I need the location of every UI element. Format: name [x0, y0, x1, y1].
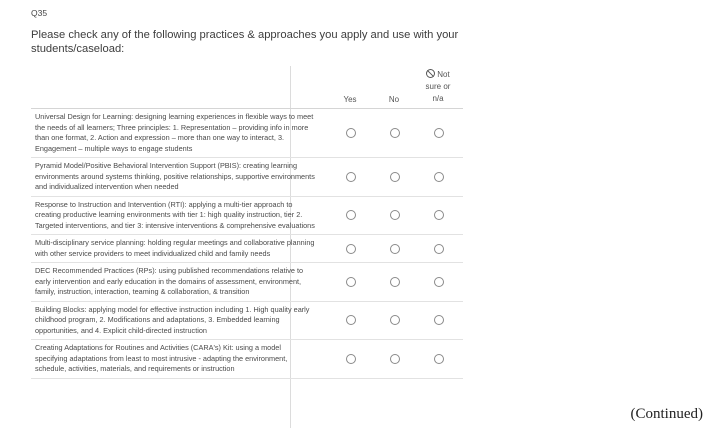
- row-statement: Response to Instruction and Intervention (RTI): applying a multi-tier approach to creating productive learning environments with tier 1: high quality instruction, tier 2. Targeted interventions, and tier 3: intensive interventions & comprehensive evaluations: [35, 199, 315, 230]
- matrix-row-udl: [31, 109, 463, 158]
- matrix-row-multidisciplinary: [31, 235, 463, 263]
- radio-yes[interactable]: [346, 210, 356, 220]
- not-sure-icon: [426, 69, 435, 78]
- row-statement: Multi-disciplinary service planning: holding regular meetings and collaborative planning with other service providers to meet individualized child and family needs: [35, 238, 315, 258]
- radio-yes[interactable]: [346, 277, 356, 287]
- radio-not-sure[interactable]: [434, 277, 444, 287]
- radio-yes[interactable]: [346, 354, 356, 364]
- radio-not-sure[interactable]: [434, 315, 444, 325]
- row-statement: Pyramid Model/Positive Behavioral Intervention Support (PBIS): creating learning environments around systems thinking, positive relationships, supportive environments and individualized intervention when needed: [35, 161, 315, 191]
- radio-no[interactable]: [390, 354, 400, 364]
- radio-yes[interactable]: [346, 315, 356, 325]
- radio-yes[interactable]: [346, 172, 356, 182]
- radio-no[interactable]: [390, 277, 400, 287]
- matrix-row-cara-kit: [31, 340, 463, 379]
- radio-not-sure[interactable]: [434, 354, 444, 364]
- question-text: Please check any of the following practices & approaches you apply and use with your students/caseload:: [31, 29, 459, 55]
- radio-no[interactable]: [390, 244, 400, 254]
- radio-yes[interactable]: [346, 128, 356, 138]
- radio-not-sure[interactable]: [434, 210, 444, 220]
- row-statement: Universal Design for Learning: designing learning experiences in flexible ways to meet the needs of all learners; Three principles: 1. Representation – providing info in more than one format, 2. Action and expression – more than one way to interact, 3. Engagement – multiple ways to engage students: [35, 112, 314, 153]
- radio-not-sure[interactable]: [434, 172, 444, 182]
- radio-no[interactable]: [390, 172, 400, 182]
- row-statement: Creating Adaptations for Routines and Activities (CARA's) Kit: using a model specifying adaptations from least to most intrusive - adapting the environment, schedule, activities, materials, and requirements or instruction: [35, 343, 288, 373]
- column-header-yes: Yes: [343, 95, 357, 104]
- radio-no[interactable]: [390, 128, 400, 138]
- matrix-row-building-blocks: [31, 302, 463, 341]
- matrix-row-dec-rps: [31, 263, 463, 302]
- not-sure-label-line2: sure or: [425, 82, 451, 91]
- row-statement: Building Blocks: applying model for effective instruction including 1. High quality early childhood program, 2. Modifications and adaptations, 3. Embedded learning opportunities, and 4. Explicit child-directed instruction: [35, 304, 310, 335]
- not-sure-label-line3: n/a: [432, 94, 444, 103]
- matrix-row-rti: [31, 197, 463, 236]
- radio-not-sure[interactable]: [434, 128, 444, 138]
- question-number: Q35: [31, 8, 48, 18]
- column-header-not-sure: [416, 69, 460, 105]
- column-header-no: No: [388, 95, 400, 104]
- radio-no[interactable]: [390, 210, 400, 220]
- matrix-header: [31, 66, 463, 109]
- continued-label: (Continued): [630, 406, 703, 422]
- radio-yes[interactable]: [346, 244, 356, 254]
- radio-no[interactable]: [390, 315, 400, 325]
- matrix-row-pbis: [31, 158, 463, 197]
- radio-not-sure[interactable]: [434, 244, 444, 254]
- matrix-table: [31, 66, 463, 379]
- row-statement: DEC Recommended Practices (RPs): using published recommendations relative to early intervention and early education in the domains of assessment, environment, family, instruction, interaction, teaming & collaboration, & transition: [35, 266, 304, 296]
- not-sure-label-line1: Not: [437, 70, 450, 79]
